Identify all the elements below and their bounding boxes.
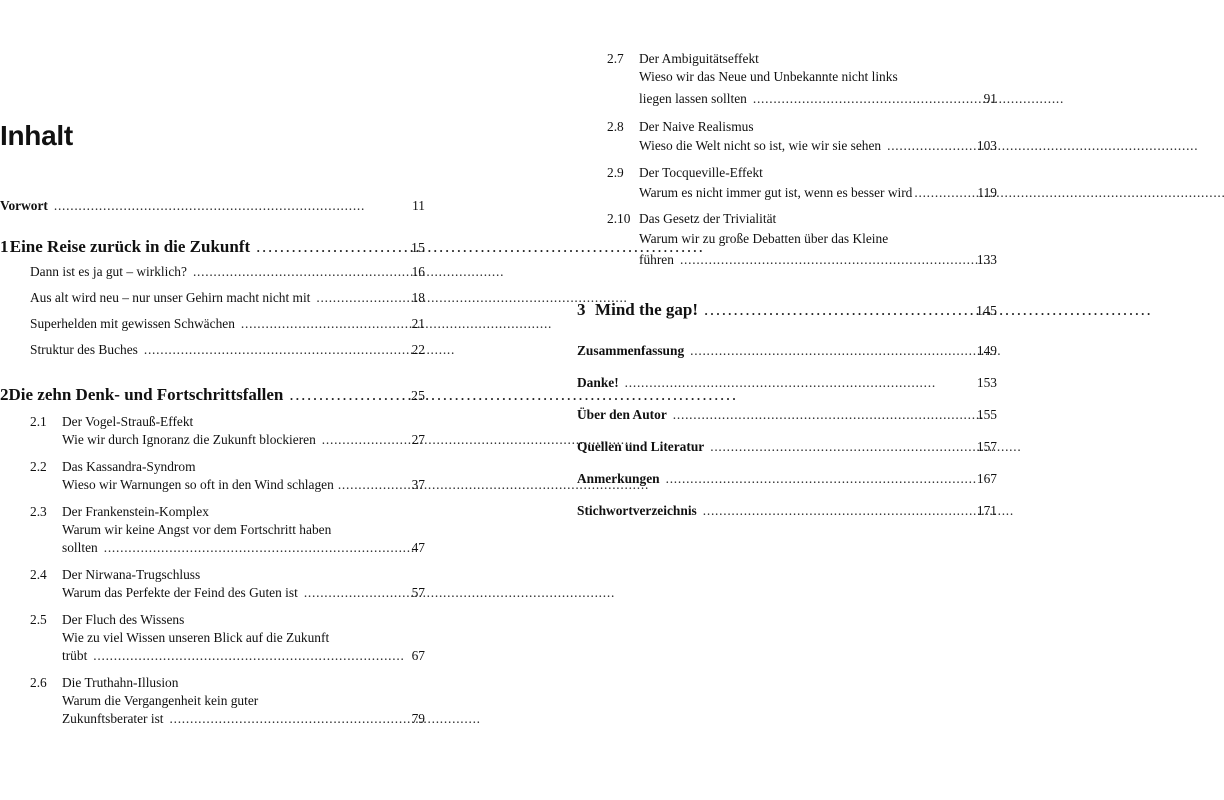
toc-entry-quellen[interactable]: [577, 438, 997, 455]
chapter-title: Mind the gap!: [595, 300, 699, 319]
toc-entry-label: Zusammenfassung: [577, 343, 685, 358]
toc-section-2-6[interactable]: [62, 710, 425, 727]
toc-chapter-2[interactable]: [0, 384, 425, 408]
toc-entry-stichwortverzeichnis[interactable]: [577, 502, 997, 519]
toc-page-number: 145: [976, 304, 997, 319]
toc-page-number: 167: [976, 471, 997, 486]
section-title: Der Tocqueville-Effekt: [639, 165, 763, 180]
section-subtitle: Warum wir keine Angst vor dem Fortschritt haben: [62, 522, 332, 537]
toc-page-number: 155: [976, 407, 997, 422]
toc-entry[interactable]: [30, 289, 425, 306]
section-subtitle: Warum es nicht immer gut ist, wenn es besser wird: [639, 185, 913, 200]
toc-section-2-10[interactable]: [639, 251, 997, 268]
toc-entry[interactable]: [30, 315, 425, 332]
leader-dots: [250, 236, 405, 258]
section-subtitle-cont: liegen lassen sollten: [639, 91, 747, 106]
section-subtitle: Wieso wir Warnungen so oft in den Wind schlagen: [62, 477, 334, 492]
page-title: Inhalt: [0, 120, 73, 151]
toc-entry-label: Superhelden mit gewissen Schwächen: [30, 316, 235, 331]
toc-section-2-9[interactable]: [639, 184, 997, 201]
toc-page-number: 133: [976, 252, 997, 267]
section-subtitle-cont: trübt: [62, 648, 88, 663]
section-title: Das Gesetz der Trivialität: [639, 211, 777, 226]
section-title: Der Fluch des Wissens: [62, 612, 185, 627]
toc-page-number: 103: [976, 138, 997, 153]
toc-entry-danke[interactable]: [577, 374, 997, 391]
section-title: Der Vogel-Strauß-Effekt: [62, 414, 194, 429]
leader-dots: [698, 299, 976, 321]
toc-page-number: 119: [977, 185, 997, 200]
leader-dots: [747, 90, 977, 107]
section-subtitle-cont: Zukunftsberater ist: [62, 711, 164, 726]
section-number: 2.1: [30, 414, 47, 429]
section-subtitle-cont: sollten: [62, 540, 98, 555]
toc-page-number: 16: [411, 264, 425, 279]
section-subtitle: Warum die Vergangenheit kein guter: [62, 693, 259, 708]
leader-dots: [87, 647, 405, 664]
toc-page-number: 37: [411, 477, 425, 492]
toc-entry-vorwort[interactable]: [0, 197, 425, 214]
section-number: 2.3: [30, 504, 47, 519]
leader-dots: [674, 251, 977, 268]
toc-page-number: 27: [411, 432, 425, 447]
toc-page-number: 149: [976, 343, 997, 358]
leader-dots: [667, 406, 977, 423]
leader-dots: [48, 197, 405, 214]
section-subtitle: Warum wir zu große Debatten über das Kleine: [639, 231, 889, 246]
section-number: 2.6: [30, 675, 47, 690]
leader-dots: [881, 137, 977, 154]
toc-entry-ueber-den-autor[interactable]: [577, 406, 997, 423]
leader-dots: [334, 476, 405, 493]
chapter-title: Die zehn Denk- und Fortschrittsfallen: [8, 385, 284, 404]
toc-entry-label: Quellen und Literatur: [577, 439, 705, 454]
toc-section-2-4[interactable]: [62, 584, 425, 601]
leader-dots: [619, 374, 977, 391]
chapter-number: 2: [0, 385, 9, 404]
section-subtitle: Wie wir durch Ignoranz die Zukunft blockieren: [62, 432, 316, 447]
leader-dots: [298, 584, 405, 601]
leader-dots: [316, 431, 405, 448]
toc-page-number: 11: [412, 198, 425, 213]
leader-dots: [310, 289, 405, 306]
toc-entry-label: Dann ist es ja gut – wirklich?: [30, 264, 187, 279]
toc-chapter-1[interactable]: [0, 236, 425, 260]
toc-page-number: 153: [976, 375, 997, 390]
section-number: 2.8: [607, 119, 624, 134]
toc-entry-label: Aus alt wird neu – nur unser Gehirn macht nicht mit: [30, 290, 311, 305]
chapter-number: 3: [577, 300, 586, 319]
section-title: Der Nirwana-Trugschluss: [62, 567, 201, 582]
section-title: Die Truthahn-Illusion: [62, 675, 179, 690]
section-subtitle-cont: führen: [639, 252, 674, 267]
leader-dots: [704, 438, 977, 455]
section-title: Der Frankenstein-Komplex: [62, 504, 209, 519]
toc-page-number: 79: [411, 711, 425, 726]
section-title: Der Ambiguitätseffekt: [639, 51, 759, 66]
toc-page-number: 67: [411, 648, 425, 663]
section-subtitle: Wieso wir das Neue und Unbekannte nicht links: [639, 69, 898, 84]
toc-section-2-7[interactable]: [639, 90, 997, 107]
section-number: 2.4: [30, 567, 47, 582]
section-subtitle: Wieso die Welt nicht so ist, wie wir sie sehen: [639, 138, 882, 153]
toc-page-number: 18: [411, 290, 425, 305]
leader-dots: [98, 539, 405, 556]
toc-page-number: 171: [976, 503, 997, 518]
leader-dots: [660, 470, 977, 487]
toc-entry-anmerkungen[interactable]: [577, 470, 997, 487]
toc-chapter-3[interactable]: [577, 299, 997, 323]
leader-dots: [684, 342, 977, 359]
section-number: 2.7: [607, 51, 624, 66]
toc-section-2-5[interactable]: [62, 647, 425, 664]
toc-entry-label: Struktur des Buches: [30, 342, 138, 357]
section-title: Das Kassandra-Syndrom: [62, 459, 196, 474]
toc-entry[interactable]: [30, 263, 425, 280]
toc-entry-label: Stichwortverzeichnis: [577, 503, 697, 518]
leader-dots: [138, 341, 405, 358]
toc-entry-label: Danke!: [577, 375, 619, 390]
leader-dots: [283, 384, 405, 406]
section-subtitle: Wie zu viel Wissen unseren Blick auf die Zukunft: [62, 630, 330, 645]
section-number: 2.5: [30, 612, 47, 627]
chapter-title: Eine Reise zurück in die Zukunft: [9, 237, 251, 256]
toc-page-number: 25: [411, 389, 425, 404]
toc-page-number: 21: [411, 316, 425, 331]
leader-dots: [164, 710, 405, 727]
chapter-number: 1: [0, 237, 9, 256]
toc-entry-label: Über den Autor: [577, 407, 667, 422]
leader-dots: [912, 184, 977, 201]
toc-section-2-3[interactable]: [62, 539, 425, 556]
toc-entry-label: Anmerkungen: [577, 471, 660, 486]
leader-dots: [235, 315, 405, 332]
toc-entry-label: Vorwort: [0, 198, 48, 213]
toc-entry-zusammenfassung[interactable]: [577, 342, 997, 359]
toc-section-2-8[interactable]: [639, 137, 997, 154]
section-number: 2.10: [607, 211, 631, 226]
toc-page-number: 47: [411, 540, 425, 555]
section-subtitle: Warum das Perfekte der Feind des Guten ist: [62, 585, 298, 600]
toc-section-2-2[interactable]: [62, 476, 425, 493]
toc-page-number: 157: [976, 439, 997, 454]
toc-page-number: 57: [411, 585, 425, 600]
toc-page-number: 91: [983, 91, 997, 106]
toc-entry[interactable]: [30, 341, 425, 358]
toc-page-number: 22: [411, 342, 425, 357]
leader-dots: [697, 502, 977, 519]
leader-dots: [187, 263, 405, 280]
toc-page-number: 15: [411, 241, 425, 256]
toc-section-2-1[interactable]: [62, 431, 425, 448]
section-number: 2.2: [30, 459, 47, 474]
section-number: 2.9: [607, 165, 624, 180]
section-title: Der Naive Realismus: [639, 119, 754, 134]
